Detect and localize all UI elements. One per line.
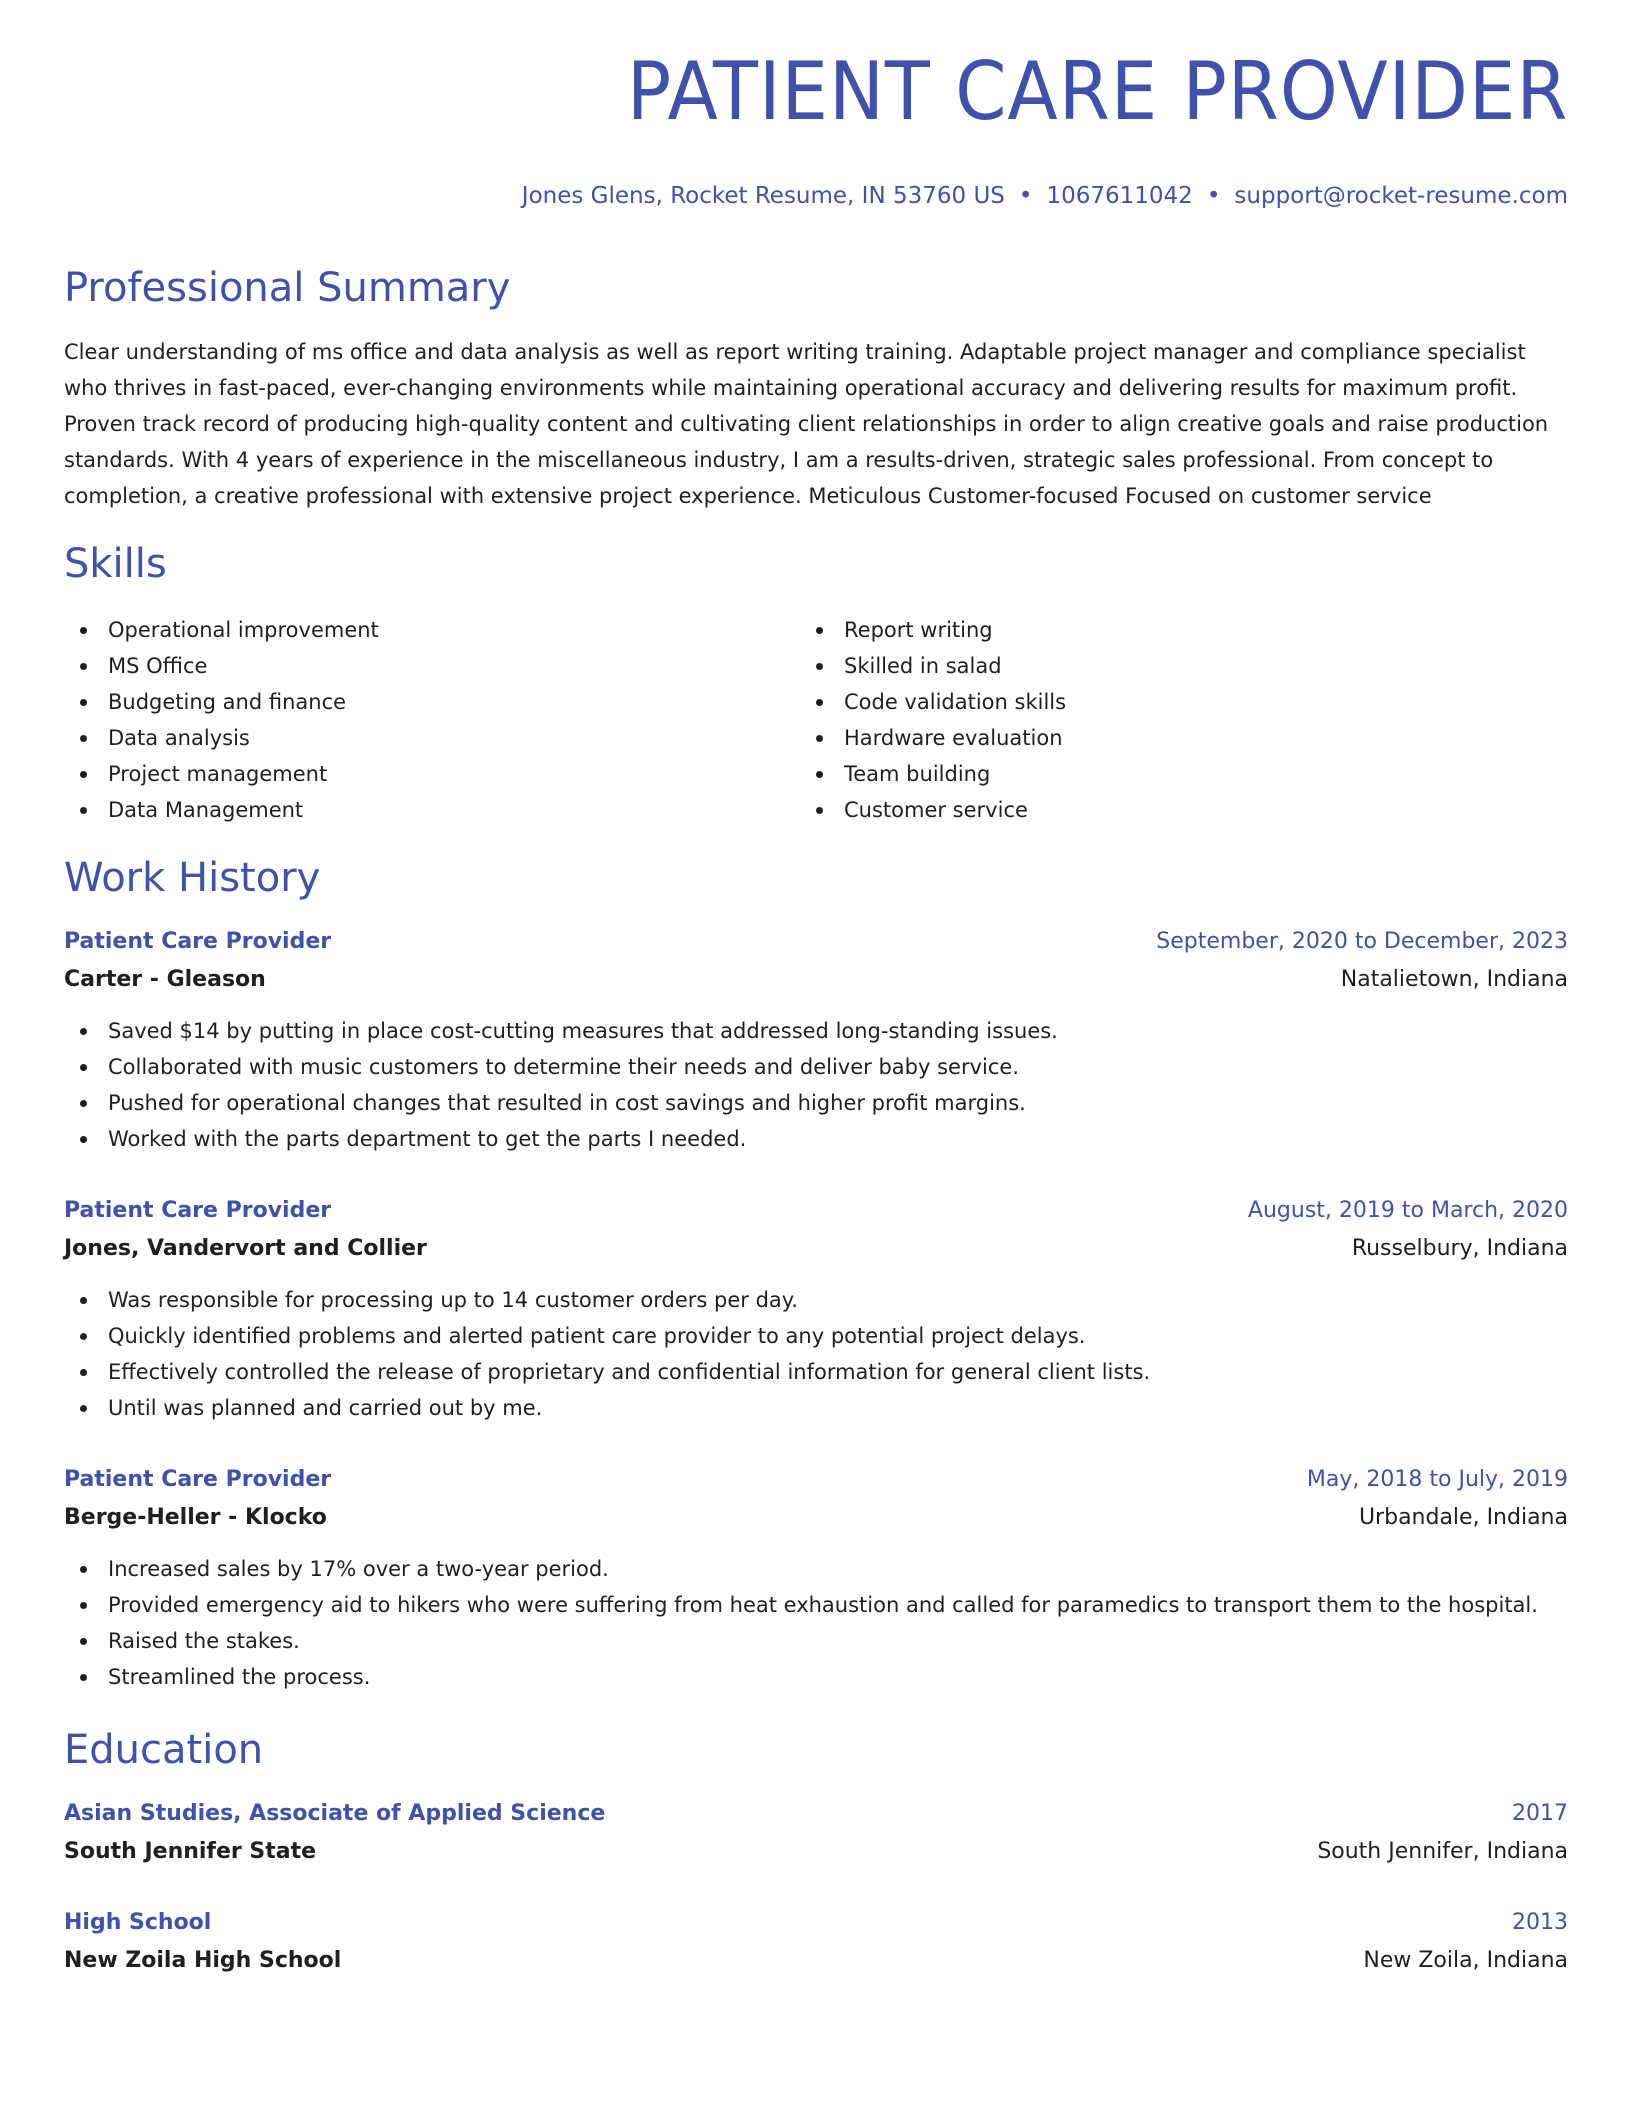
- education-location: New Zoila, Indiana: [1363, 1948, 1568, 1973]
- job-bullet: Until was planned and carried out by me.: [64, 1390, 1568, 1426]
- summary-text: Clear understanding of ms office and data analysis as well as report writing training. Adaptable project manager and compliance specialist who thrives in fast-paced, ever-changing environments while maintaining operational accuracy and delivering results for maximum profit. Proven track record of producing high-quality content and cultivating client relationships in order to align creative goals and raise production standards. With 4 years of experience in the miscellaneous industry, I am a results-driven, strategic sales professional. From concept to completion, a creative professional with extensive project experience. Meticulous Customer-focused Focused on customer service: [64, 340, 1549, 508]
- job-company: Carter - Gleason: [64, 967, 266, 992]
- education-school: South Jennifer State: [64, 1839, 317, 1864]
- skill-item: Team building: [800, 756, 1066, 792]
- contact-separator: •: [1206, 183, 1221, 209]
- summary-heading: Professional Summary: [64, 265, 511, 311]
- education-heading: Education: [64, 1727, 264, 1773]
- job-bullet: Raised the stakes.: [64, 1623, 1568, 1659]
- contact-line: [522, 183, 1568, 209]
- job-title: Patient Care Provider: [64, 929, 332, 954]
- job-bullet: Saved $14 by putting in place cost-cutting measures that addressed long-standing issues.: [64, 1013, 1568, 1049]
- job-bullet: Provided emergency aid to hikers who were suffering from heat exhaustion and called for paramedics to transport them to the hospital.: [64, 1587, 1568, 1623]
- job-location: Russelbury, Indiana: [1351, 1236, 1568, 1261]
- contact-address: Jones Glens, Rocket Resume, IN 53760 US: [521, 183, 1005, 209]
- job-dates: September, 2020 to December, 2023: [1156, 929, 1568, 954]
- education-entry: [64, 1795, 1568, 1871]
- job-bullets: [64, 1282, 1568, 1426]
- skill-item: Data analysis: [64, 720, 379, 756]
- education-location: South Jennifer, Indiana: [1317, 1839, 1568, 1864]
- skill-item: Customer service: [800, 792, 1066, 828]
- job-entry: [64, 1461, 1568, 1695]
- job-bullet: Quickly identified problems and alerted patient care provider to any potential project delays.: [64, 1318, 1568, 1354]
- job-bullet: Effectively controlled the release of proprietary and confidential information for general client lists.: [64, 1354, 1568, 1390]
- job-title: Patient Care Provider: [64, 1198, 332, 1223]
- job-bullet: Streamlined the process.: [64, 1659, 1568, 1695]
- skills-list-right: [800, 612, 1066, 828]
- education-degree: Asian Studies, Associate of Applied Science: [64, 1801, 606, 1826]
- job-dates: August, 2019 to March, 2020: [1247, 1198, 1568, 1223]
- skill-item: Data Management: [64, 792, 379, 828]
- work-history-heading: Work History: [64, 855, 321, 901]
- job-title: Patient Care Provider: [64, 1467, 332, 1492]
- job-location: Urbandale, Indiana: [1358, 1505, 1568, 1530]
- skills-heading: Skills: [64, 541, 167, 587]
- job-bullets: [64, 1551, 1568, 1695]
- contact-separator: •: [1018, 183, 1033, 209]
- job-company: Berge-Heller - Klocko: [64, 1505, 327, 1530]
- education-degree: High School: [64, 1910, 212, 1935]
- page-title: PATIENT CARE PROVIDER: [626, 45, 1568, 138]
- skill-item: Operational improvement: [64, 612, 379, 648]
- skill-item: Hardware evaluation: [800, 720, 1066, 756]
- job-bullet: Increased sales by 17% over a two-year period.: [64, 1551, 1568, 1587]
- education-year: 2013: [1512, 1910, 1568, 1935]
- contact-phone: 1067611042: [1046, 183, 1193, 209]
- education-entry: [64, 1904, 1568, 1980]
- job-entry: [64, 1192, 1568, 1426]
- skill-item: Budgeting and finance: [64, 684, 379, 720]
- job-bullet: Collaborated with music customers to determine their needs and deliver baby service.: [64, 1049, 1568, 1085]
- skill-item: Skilled in salad: [800, 648, 1066, 684]
- job-bullet: Worked with the parts department to get the parts I needed.: [64, 1121, 1568, 1157]
- skill-item: MS Office: [64, 648, 379, 684]
- job-bullet: Pushed for operational changes that resulted in cost savings and higher profit margins.: [64, 1085, 1568, 1121]
- job-location: Natalietown, Indiana: [1340, 967, 1568, 992]
- education-year: 2017: [1512, 1801, 1568, 1826]
- education-school: New Zoila High School: [64, 1948, 342, 1973]
- job-company: Jones, Vandervort and Collier: [64, 1236, 427, 1261]
- contact-email[interactable]: support@rocket-resume.com: [1234, 183, 1568, 209]
- job-bullet: Was responsible for processing up to 14 customer orders per day.: [64, 1282, 1568, 1318]
- skills-list-left: [64, 612, 379, 828]
- skill-item: Project management: [64, 756, 379, 792]
- job-bullets: [64, 1013, 1568, 1157]
- skill-item: Code validation skills: [800, 684, 1066, 720]
- job-dates: May, 2018 to July, 2019: [1306, 1467, 1568, 1492]
- skill-item: Report writing: [800, 612, 1066, 648]
- job-entry: [64, 923, 1568, 1157]
